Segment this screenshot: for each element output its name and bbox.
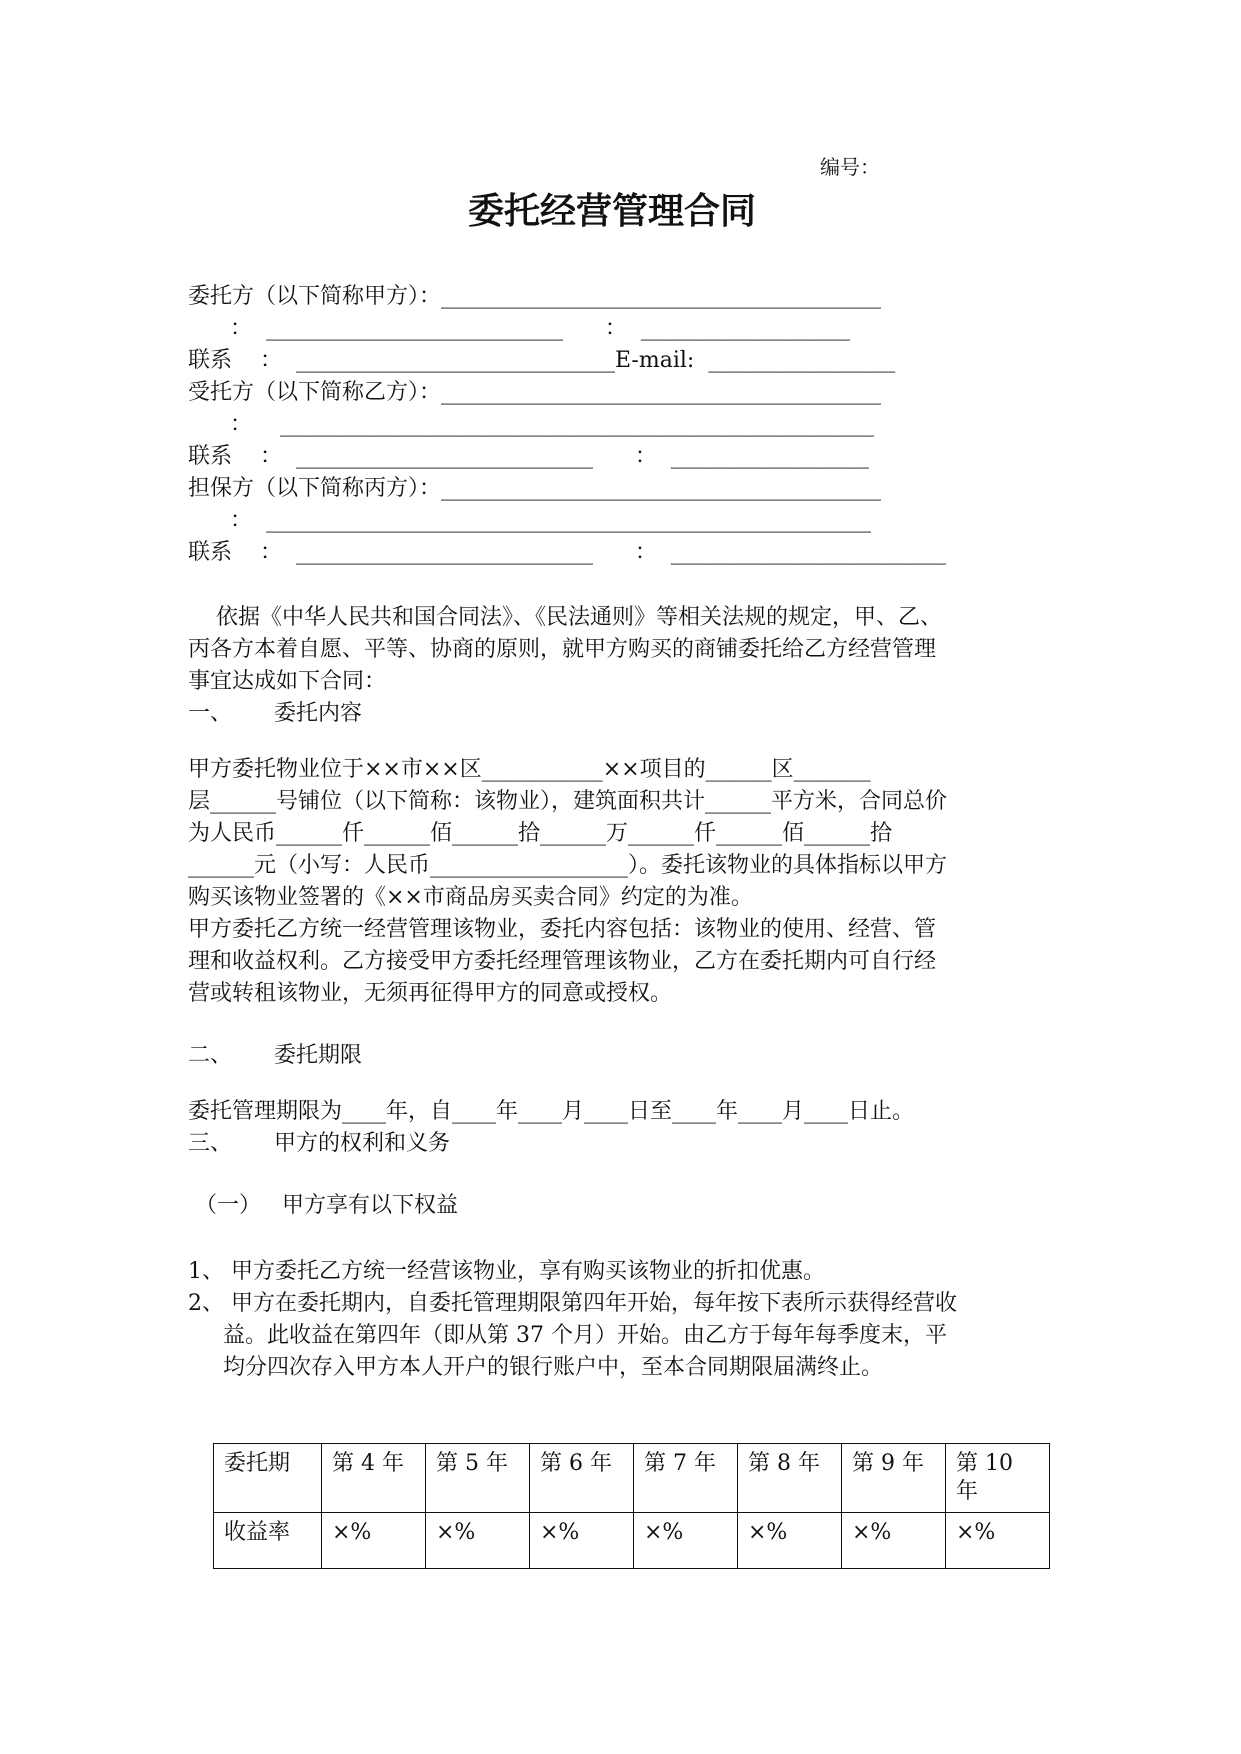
table-cell: 第 6 年 bbox=[530, 1444, 634, 1513]
body-line-9: 购买该物业签署的《××市商品房买卖合同》约定的为准。 bbox=[188, 885, 753, 910]
party-line-9: 联系 ： ___________________________ ： _________________________ bbox=[188, 540, 946, 565]
table-row bbox=[214, 1513, 1050, 1569]
party-line-1: 委托方（以下简称甲方）：________________________________________ bbox=[188, 284, 882, 309]
table-cell: 第 7 年 bbox=[634, 1444, 738, 1513]
party-line-7: 担保方（以下简称丙方）：________________________________________ bbox=[188, 476, 882, 501]
body-line-12: 营或转租该物业，无须再征得甲方的同意或授权。 bbox=[188, 981, 673, 1006]
body-line-1: 丙各方本着自愿、平等、协商的原则，就甲方购买的商铺委托给乙方经营管理 bbox=[188, 637, 937, 662]
party-line-4: 受托方（以下简称乙方）：________________________________________ bbox=[188, 380, 882, 405]
party-line-3: 联系 ： _____________________________E-mail: _________________ bbox=[188, 348, 896, 373]
party-line-6: 联系 ： ___________________________ ： __________________ bbox=[188, 444, 869, 469]
table-cell: ×% bbox=[530, 1513, 634, 1569]
table-cell: 委托期 bbox=[214, 1444, 322, 1513]
table-cell: 第 10 年 bbox=[946, 1444, 1050, 1513]
list-item-2-line-3: 均分四次存入甲方本人开户的银行账户中，至本合同期限届满终止。 bbox=[188, 1355, 883, 1380]
table-cell: ×% bbox=[426, 1513, 530, 1569]
table-cell: 第 9 年 bbox=[842, 1444, 946, 1513]
section-heading-1: 一、 委托内容 bbox=[188, 701, 362, 726]
body-line-0: 依据《中华人民共和国合同法》、《民法通则》等相关法规的规定，甲、乙、 bbox=[188, 605, 942, 630]
body-line-6: 层______号铺位（以下简称：该物业），建筑面积共计______平方米，合同总价 bbox=[188, 789, 948, 814]
body-line-11: 理和收益权利。乙方接受甲方委托经理管理该物业，乙方在委托期内可自行经 bbox=[188, 949, 937, 974]
party-line-2: ： ___________________________ ： ___________________ bbox=[188, 316, 850, 341]
body-line-5: 甲方委托物业位于××市××区___________××项目的______区_______ bbox=[188, 757, 871, 782]
party-line-5: ： ______________________________________________________ bbox=[188, 412, 874, 437]
table-cell: 第 5 年 bbox=[426, 1444, 530, 1513]
body-line-10: 甲方委托乙方统一经营管理该物业，委托内容包括：该物业的使用、经营、管 bbox=[188, 917, 937, 942]
section-heading-2: 二、 委托期限 bbox=[188, 1043, 362, 1068]
party-line-8: ： _______________________________________________________ bbox=[188, 508, 871, 533]
table-cell: ×% bbox=[946, 1513, 1050, 1569]
list-item-2-line-2: 益。此收益在第四年（即从第 37 个月）开始。由乙方于每年每季度末，平 bbox=[188, 1323, 947, 1348]
table-header-row bbox=[214, 1444, 1050, 1513]
document-title: 委托经营管理合同 bbox=[468, 191, 757, 232]
table-cell: ×% bbox=[322, 1513, 426, 1569]
table-cell: 第 8 年 bbox=[738, 1444, 842, 1513]
table-cell: 第 4 年 bbox=[322, 1444, 426, 1513]
list-item-2-line-1: 2、 甲方在委托期内，自委托管理期限第四年开始，每年按下表所示获得经营收 bbox=[188, 1291, 957, 1316]
yield-table bbox=[213, 1443, 1050, 1569]
table-cell: ×% bbox=[842, 1513, 946, 1569]
section-heading-3: 三、 甲方的权利和义务 bbox=[188, 1131, 450, 1156]
subsection-heading-1: （一） 甲方享有以下权益 bbox=[188, 1193, 458, 1218]
table-cell: ×% bbox=[738, 1513, 842, 1569]
document-number-label: 编号： bbox=[820, 155, 880, 179]
body-line-8: ______元（小写：人民币__________________）。委托该物业的具体指标以甲方 bbox=[188, 853, 948, 878]
body-line-2: 事宜达成如下合同： bbox=[188, 669, 387, 694]
table-cell: 收益率 bbox=[214, 1513, 322, 1569]
table-cell: ×% bbox=[634, 1513, 738, 1569]
body-line-16: 委托管理期限为____年，自____年____月____日至____年____月____日止。 bbox=[188, 1099, 915, 1124]
list-item-1: 1、 甲方委托乙方统一经营该物业，享有购买该物业的折扣优惠。 bbox=[188, 1259, 825, 1284]
body-line-7: 为人民币______仟______佰______拾______万______仟______佰______拾 bbox=[188, 821, 893, 846]
